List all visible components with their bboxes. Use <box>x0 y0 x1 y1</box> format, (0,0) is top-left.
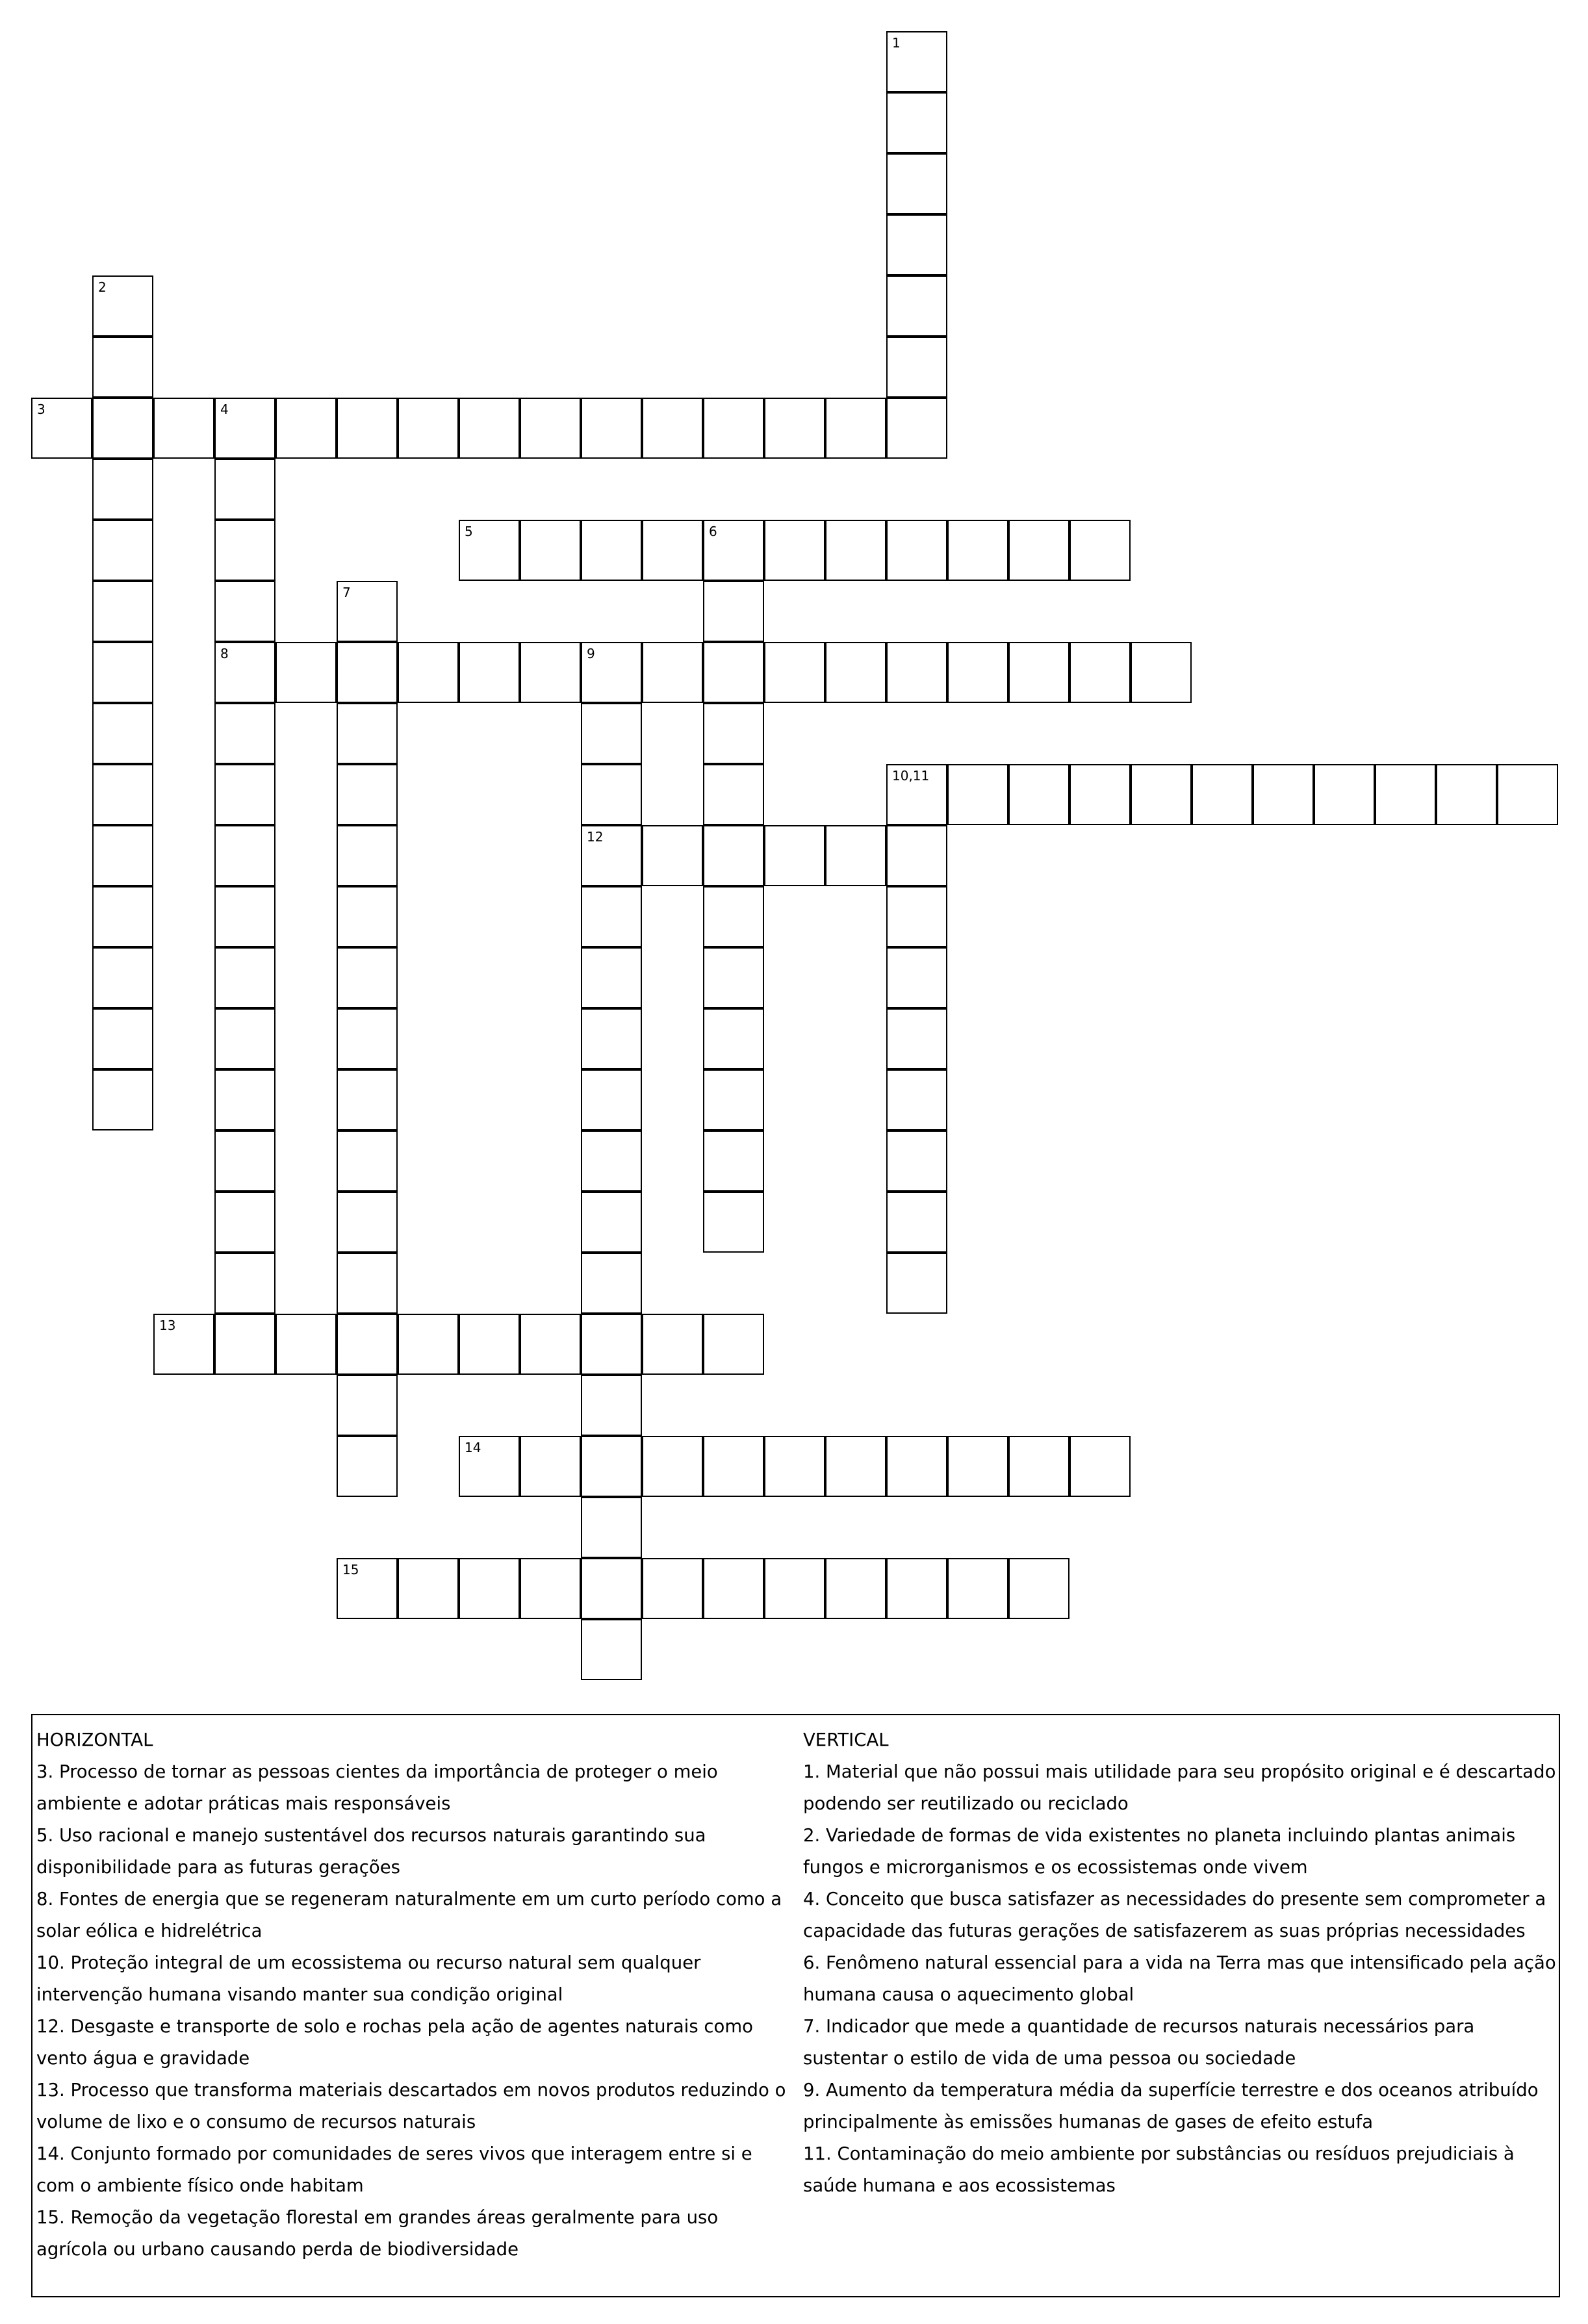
crossword-cell[interactable] <box>214 1314 275 1375</box>
crossword-cell[interactable] <box>214 398 275 459</box>
crossword-cell[interactable] <box>92 703 153 764</box>
crossword-cell[interactable] <box>825 825 886 886</box>
crossword-cell[interactable] <box>886 31 947 92</box>
crossword-cell[interactable] <box>642 1314 703 1375</box>
crossword-cell[interactable] <box>214 581 275 642</box>
clue-number: 15 <box>342 1562 359 1577</box>
crossword-cell[interactable] <box>886 886 947 947</box>
crossword-cell[interactable] <box>886 1558 947 1619</box>
crossword-cell[interactable] <box>337 1558 398 1619</box>
crossword-cell[interactable] <box>398 398 459 459</box>
crossword-cell[interactable] <box>642 825 703 886</box>
crossword-cell[interactable] <box>337 1069 398 1130</box>
crossword-cell[interactable] <box>92 825 153 886</box>
crossword-cell[interactable] <box>947 1436 1008 1497</box>
clue-down-1: 1. Material que não possui mais utilidade para seu propósito original e é descartado podendo ser reutilizado ou reciclado <box>803 1761 1556 1814</box>
horizontal-heading: HORIZONTAL <box>36 1730 153 1750</box>
crossword-cell[interactable] <box>703 1436 764 1497</box>
vertical-heading: VERTICAL <box>803 1730 889 1750</box>
crossword-cell[interactable] <box>214 642 275 703</box>
crossword-cell[interactable] <box>764 1558 825 1619</box>
clue-across-3: 3. Processo de tornar as pessoas cientes da importância de proteger o meio ambiente e adotar práticas mais responsáveis <box>36 1761 718 1814</box>
crossword-cell[interactable] <box>92 337 153 398</box>
crossword-cell[interactable] <box>886 398 947 459</box>
crossword-cell[interactable] <box>337 1192 398 1253</box>
crossword-cell[interactable] <box>581 398 642 459</box>
clue-across-10: 10. Proteção integral de um ecossistema ou recurso natural sem qualquer intervenção humana visando manter sua condição original <box>36 1952 701 2005</box>
crossword-cell[interactable] <box>520 1558 581 1619</box>
crossword-cell[interactable] <box>92 947 153 1008</box>
crossword-cell[interactable] <box>520 642 581 703</box>
crossword-cell[interactable] <box>92 1069 153 1130</box>
crossword-cell[interactable] <box>214 886 275 947</box>
crossword-cell[interactable] <box>337 1375 398 1436</box>
crossword-cell[interactable] <box>92 642 153 703</box>
crossword-cell[interactable] <box>703 825 764 886</box>
vertical-clues <box>803 1724 1557 2202</box>
crossword-cell[interactable] <box>31 398 92 459</box>
crossword-cell[interactable] <box>825 398 886 459</box>
clue-across-13: 13. Processo que transforma materiais descartados em novos produtos reduzindo o volume de lixo e o consumo de recursos naturais <box>36 2080 786 2132</box>
clue-number: 3 <box>37 402 45 417</box>
crossword-cell[interactable] <box>214 947 275 1008</box>
crossword-cell[interactable] <box>214 825 275 886</box>
crossword-cell[interactable] <box>703 703 764 764</box>
clue-down-2: 2. Variedade de formas de vida existentes no planeta incluindo plantas animais fungos e microrganismos e os ecossistemas onde vivem <box>803 1825 1516 1878</box>
clue-number: 5 <box>465 524 473 539</box>
crossword-cell[interactable] <box>886 1130 947 1192</box>
crossword-cell[interactable] <box>520 1436 581 1497</box>
crossword-cell[interactable] <box>459 520 520 581</box>
crossword-cell[interactable] <box>92 886 153 947</box>
clue-across-5: 5. Uso racional e manejo sustentável dos recursos naturais garantindo sua disponibilidade para as futuras gerações <box>36 1825 706 1878</box>
crossword-cell[interactable] <box>703 1314 764 1375</box>
crossword-cell[interactable] <box>947 764 1008 825</box>
crossword-cell[interactable] <box>214 703 275 764</box>
crossword-cell[interactable] <box>214 1130 275 1192</box>
crossword-cell[interactable] <box>703 1069 764 1130</box>
crossword-cell[interactable] <box>581 1375 642 1436</box>
crossword-cell[interactable] <box>214 1192 275 1253</box>
crossword-cell[interactable] <box>275 398 337 459</box>
crossword-cell[interactable] <box>886 642 947 703</box>
crossword-cell[interactable] <box>1131 764 1192 825</box>
clue-number: 10,11 <box>892 768 930 784</box>
crossword-cell[interactable] <box>581 520 642 581</box>
clues-box <box>31 1714 1560 2297</box>
clue-number: 6 <box>709 524 717 539</box>
crossword-cell[interactable] <box>398 1558 459 1619</box>
crossword-cell[interactable] <box>703 1192 764 1253</box>
crossword-cell[interactable] <box>886 1069 947 1130</box>
crossword-cell[interactable] <box>703 398 764 459</box>
crossword-cell[interactable] <box>581 1619 642 1680</box>
clue-number: 14 <box>465 1440 481 1455</box>
crossword-cell[interactable] <box>337 642 398 703</box>
crossword-cell[interactable] <box>337 703 398 764</box>
crossword-cell[interactable] <box>1069 764 1131 825</box>
crossword-cell[interactable] <box>398 1314 459 1375</box>
crossword-cell[interactable] <box>1008 764 1069 825</box>
crossword-cell[interactable] <box>886 1008 947 1069</box>
crossword-cell[interactable] <box>581 764 642 825</box>
clue-down-7: 7. Indicador que mede a quantidade de recursos naturais necessários para sustentar o estilo de vida de uma pessoa ou sociedade <box>803 2016 1475 2069</box>
clue-number: 13 <box>159 1318 176 1333</box>
crossword-cell[interactable] <box>764 520 825 581</box>
crossword-cell[interactable] <box>764 1436 825 1497</box>
crossword-cell[interactable] <box>825 520 886 581</box>
clue-across-15: 15. Remoção da vegetação florestal em grandes áreas geralmente para uso agrícola ou urbano causando perda de biodiversidade <box>36 2207 719 2260</box>
crossword-cell[interactable] <box>337 398 398 459</box>
crossword-cell[interactable] <box>214 1253 275 1314</box>
crossword-cell[interactable] <box>275 1314 337 1375</box>
crossword-cell[interactable] <box>886 275 947 337</box>
crossword-cell[interactable] <box>459 398 520 459</box>
crossword-cell[interactable] <box>581 1192 642 1253</box>
crossword-cell[interactable] <box>703 1130 764 1192</box>
crossword-cell[interactable] <box>581 1069 642 1130</box>
crossword-cell[interactable] <box>886 1253 947 1314</box>
crossword-cell[interactable] <box>1069 642 1131 703</box>
crossword-cell[interactable] <box>337 947 398 1008</box>
crossword-cell[interactable] <box>337 825 398 886</box>
crossword-cell[interactable] <box>703 886 764 947</box>
crossword-cell[interactable] <box>1008 520 1069 581</box>
crossword-cell[interactable] <box>886 520 947 581</box>
crossword-cell[interactable] <box>337 1314 398 1375</box>
clue-number: 9 <box>587 646 595 661</box>
crossword-cell[interactable] <box>886 214 947 275</box>
crossword-cell[interactable] <box>703 1558 764 1619</box>
crossword-cell[interactable] <box>153 1314 214 1375</box>
crossword-cell[interactable] <box>337 886 398 947</box>
clue-number: 1 <box>892 35 901 51</box>
crossword-cell[interactable] <box>337 1008 398 1069</box>
crossword-cell[interactable] <box>214 1008 275 1069</box>
crossword-cell[interactable] <box>92 581 153 642</box>
crossword-cell[interactable] <box>581 1130 642 1192</box>
crossword-cell[interactable] <box>153 398 214 459</box>
crossword-cell[interactable] <box>92 275 153 337</box>
crossword-cell[interactable] <box>459 1558 520 1619</box>
crossword-cell[interactable] <box>1008 1558 1069 1619</box>
crossword-cell[interactable] <box>825 1558 886 1619</box>
crossword-cell[interactable] <box>459 642 520 703</box>
crossword-cell[interactable] <box>1069 1436 1131 1497</box>
crossword-cell[interactable] <box>703 764 764 825</box>
crossword-cell[interactable] <box>886 1192 947 1253</box>
crossword-cell[interactable] <box>764 642 825 703</box>
clue-across-14: 14. Conjunto formado por comunidades de seres vivos que interagem entre si e com o ambiente físico onde habitam <box>36 2143 752 2196</box>
clue-down-11: 11. Contaminação do meio ambiente por substâncias ou resíduos prejudiciais à saúde humana e aos ecossistemas <box>803 2143 1515 2196</box>
crossword-cell[interactable] <box>886 1436 947 1497</box>
crossword-cell[interactable] <box>214 520 275 581</box>
crossword-cell[interactable] <box>1008 1436 1069 1497</box>
horizontal-clues <box>36 1724 790 2266</box>
crossword-cell[interactable] <box>886 825 947 886</box>
crossword-cell[interactable] <box>642 1558 703 1619</box>
crossword-cell[interactable] <box>825 642 886 703</box>
clue-number: 7 <box>342 585 351 600</box>
crossword-cell[interactable] <box>92 398 153 459</box>
crossword-cell[interactable] <box>581 1436 642 1497</box>
crossword-cell[interactable] <box>703 581 764 642</box>
crossword-cell[interactable] <box>581 886 642 947</box>
crossword-cell[interactable] <box>214 764 275 825</box>
crossword-cell[interactable] <box>581 1558 642 1619</box>
crossword-cell[interactable] <box>947 642 1008 703</box>
crossword-cell[interactable] <box>703 1008 764 1069</box>
crossword-cell[interactable] <box>581 825 642 886</box>
crossword-cell[interactable] <box>1497 764 1558 825</box>
crossword-cell[interactable] <box>764 398 825 459</box>
crossword-cell[interactable] <box>642 398 703 459</box>
clue-number: 2 <box>98 279 107 295</box>
crossword-cell[interactable] <box>520 398 581 459</box>
crossword-cell[interactable] <box>581 1314 642 1375</box>
crossword-cell[interactable] <box>886 337 947 398</box>
crossword-cell[interactable] <box>581 947 642 1008</box>
crossword-cell[interactable] <box>1131 642 1192 703</box>
clue-number: 4 <box>220 402 229 417</box>
crossword-cell[interactable] <box>642 642 703 703</box>
crossword-cell[interactable] <box>459 1436 520 1497</box>
crossword-cell[interactable] <box>214 1069 275 1130</box>
clue-down-4: 4. Conceito que busca satisfazer as necessidades do presente sem comprometer a capacidade das futuras gerações de satisfazerem as suas próprias necessidades <box>803 1889 1546 1941</box>
crossword-cell[interactable] <box>337 1253 398 1314</box>
crossword-cell[interactable] <box>886 153 947 214</box>
crossword-cell[interactable] <box>642 1436 703 1497</box>
crossword-cell[interactable] <box>92 1008 153 1069</box>
crossword-cell[interactable] <box>92 459 153 520</box>
clue-down-6: 6. Fenômeno natural essencial para a vida na Terra mas que intensificado pela ação humana causa o aquecimento global <box>803 1952 1556 2005</box>
clue-across-12: 12. Desgaste e transporte de solo e rochas pela ação de agentes naturais como vento água e gravidade <box>36 2016 753 2069</box>
crossword-cell[interactable] <box>92 764 153 825</box>
crossword-cell[interactable] <box>398 642 459 703</box>
crossword-cell[interactable] <box>703 947 764 1008</box>
crossword-cell[interactable] <box>1314 764 1375 825</box>
crossword-cell[interactable] <box>703 520 764 581</box>
crossword-cell[interactable] <box>886 92 947 153</box>
crossword-cell[interactable] <box>1069 520 1131 581</box>
crossword-cell[interactable] <box>1008 642 1069 703</box>
crossword-cell[interactable] <box>214 459 275 520</box>
crossword-cell[interactable] <box>520 1314 581 1375</box>
crossword-cell[interactable] <box>581 1497 642 1558</box>
crossword-cell[interactable] <box>947 520 1008 581</box>
crossword-cell[interactable] <box>459 1314 520 1375</box>
crossword-cell[interactable] <box>581 1008 642 1069</box>
crossword-cell[interactable] <box>947 1558 1008 1619</box>
crossword-cell[interactable] <box>1375 764 1436 825</box>
crossword-cell[interactable] <box>337 1436 398 1497</box>
clue-across-8: 8. Fontes de energia que se regeneram naturalmente em um curto período como a solar eólica e hidrelétrica <box>36 1889 782 1941</box>
crossword-cell[interactable] <box>520 520 581 581</box>
crossword-cell[interactable] <box>275 642 337 703</box>
clue-down-9: 9. Aumento da temperatura média da superfície terrestre e dos oceanos atribuído principalmente às emissões humanas de gases de efeito estufa <box>803 2080 1539 2132</box>
crossword-cell[interactable] <box>581 642 642 703</box>
crossword-cell[interactable] <box>764 825 825 886</box>
clue-number: 12 <box>587 829 604 845</box>
crossword-cell[interactable] <box>581 1253 642 1314</box>
crossword-cell[interactable] <box>642 520 703 581</box>
crossword-cell[interactable] <box>337 1130 398 1192</box>
crossword-cell[interactable] <box>337 581 398 642</box>
crossword-cell[interactable] <box>703 642 764 703</box>
crossword-cell[interactable] <box>337 764 398 825</box>
crossword-cell[interactable] <box>92 520 153 581</box>
crossword-cell[interactable] <box>1436 764 1497 825</box>
crossword-cell[interactable] <box>1253 764 1314 825</box>
clue-number: 8 <box>220 646 229 661</box>
crossword-cell[interactable] <box>1192 764 1253 825</box>
crossword-cell[interactable] <box>581 703 642 764</box>
crossword-cell[interactable] <box>886 764 947 825</box>
crossword-cell[interactable] <box>886 947 947 1008</box>
crossword-cell[interactable] <box>825 1436 886 1497</box>
